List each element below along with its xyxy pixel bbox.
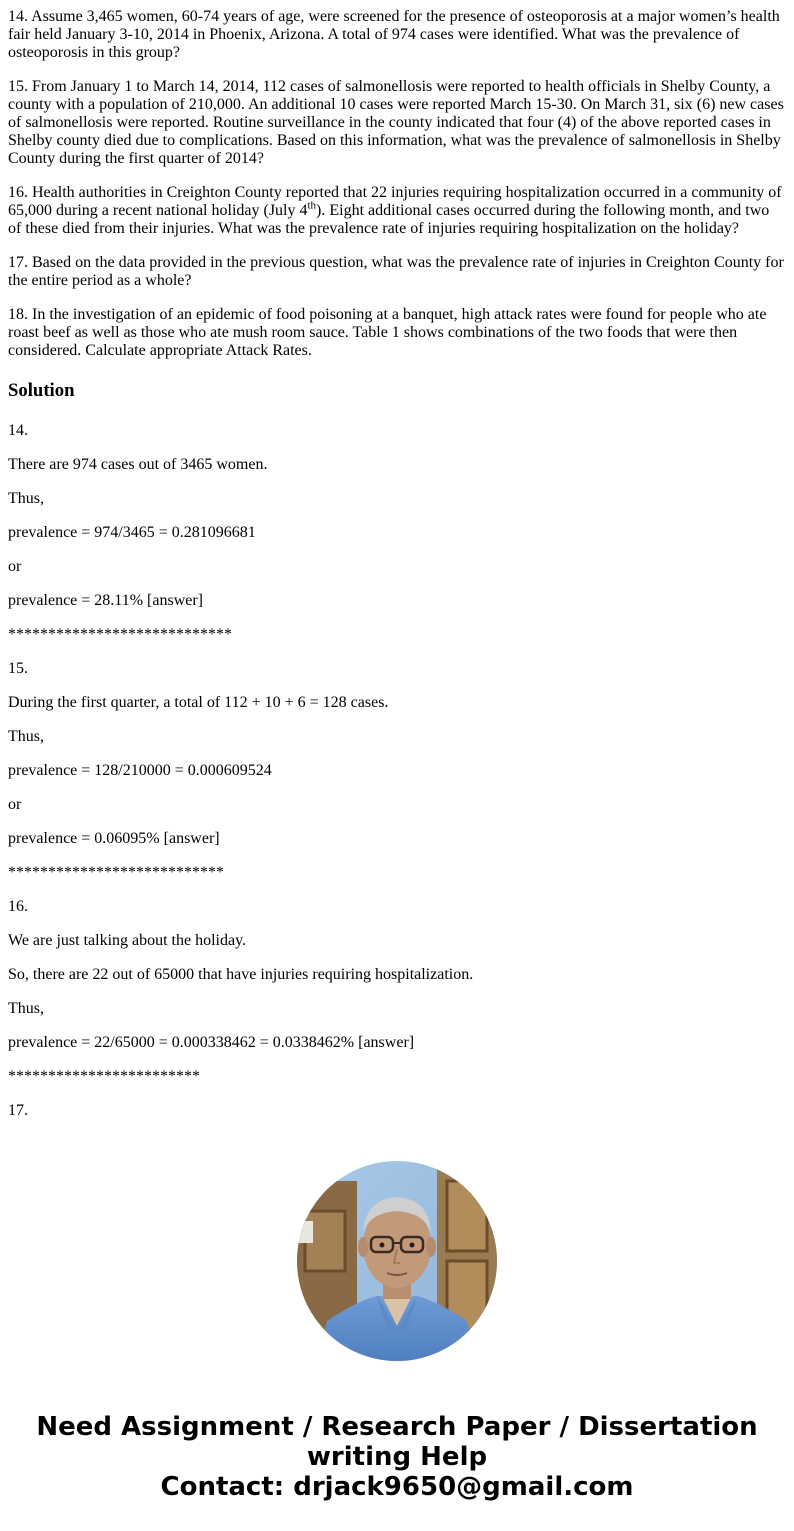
- solution-line: prevalence = 22/65000 = 0.000338462 = 0.0338462% [answer]: [8, 1034, 415, 1051]
- solution-line: Thus,: [8, 728, 44, 745]
- solution-line: prevalence = 974/3465 = 0.281096681: [8, 524, 256, 541]
- solution-line: 16.: [8, 898, 28, 915]
- solution-line: prevalence = 128/210000 = 0.000609524: [8, 762, 272, 779]
- solution-line: or: [8, 796, 22, 813]
- promo-line-1: Need Assignment / Research Paper / Dissertation: [36, 1412, 758, 1442]
- separator: ****************************: [8, 626, 232, 643]
- solution-heading: Solution: [8, 380, 75, 401]
- promo-line-2: writing Help: [306, 1442, 488, 1472]
- solution-line: 15.: [8, 660, 28, 677]
- solution-line: 17.: [8, 1102, 28, 1119]
- question-18: 18. In the investigation of an epidemic of food poisoning at a banquet, high attack rates were found for people who ate roast beef as well as those who ate mush room sauce. Table 1 shows combinations of the two foods that were then considered. Calculate appropriate Attack Rates.: [8, 306, 767, 359]
- promo-banner: [0, 1412, 794, 1502]
- separator: ***************************: [8, 864, 224, 881]
- question-14: 14. Assume 3,465 women, 60-74 years of age, were screened for the presence of osteoporosis at a major women’s health fair held January 3-10, 2014 in Phoenix, Arizona. A total of 974 cases were identified. What was the prevalence of osteoporosis in this group?: [8, 8, 780, 61]
- separator: ************************: [8, 1068, 200, 1085]
- promo-contact: Contact: drjack9650@gmail.com: [160, 1472, 634, 1502]
- solution-line: or: [8, 558, 22, 575]
- question-17: 17. Based on the data provided in the previous question, what was the prevalence rate of injuries in Creighton County for the entire period as a whole?: [8, 254, 784, 289]
- solution-line: Thus,: [8, 1000, 44, 1017]
- solution-line: prevalence = 28.11% [answer]: [8, 592, 204, 609]
- author-avatar: [297, 1161, 497, 1361]
- document-body: [0, 8, 794, 1120]
- question-16-text-after: ). Eight additional cases occurred during the following month, and two of these died from their injuries. What was the prevalence rate of injuries requiring hospitalization on the holiday?: [8, 202, 770, 237]
- solution-line: prevalence = 0.06095% [answer]: [8, 830, 220, 847]
- solution-line: During the first quarter, a total of 112 + 10 + 6 = 128 cases.: [8, 694, 389, 711]
- solution-line: We are just talking about the holiday.: [8, 932, 247, 949]
- solution-line: 14.: [8, 422, 28, 439]
- question-16-text-before: 16. Health authorities in Creighton County reported that 22 injuries requiring hospitalization occurred in a community of 65,000 during a recent national holiday (July 4: [8, 184, 782, 219]
- question-15: 15. From January 1 to March 14, 2014, 112 cases of salmonellosis were reported to health officials in Shelby County, a county with a population of 210,000. An additional 10 cases were reported March 15-30. On March 31, six (6) new cases of salmonellosis were reported. Routine surveillance in the county indicated that four (4) of the above reported cases in Shelby county died due to complications. Based on this information, what was the prevalence of salmonellosis in Shelby County during the first quarter of 2014?: [8, 78, 784, 167]
- solution-line: So, there are 22 out of 65000 that have injuries requiring hospitalization.: [8, 966, 474, 983]
- solution-line: There are 974 cases out of 3465 women.: [8, 456, 268, 473]
- question-16-superscript: th: [307, 199, 317, 212]
- solution-line: Thus,: [8, 490, 44, 507]
- author-photo-illustration: [297, 1161, 497, 1361]
- question-16: [8, 184, 786, 238]
